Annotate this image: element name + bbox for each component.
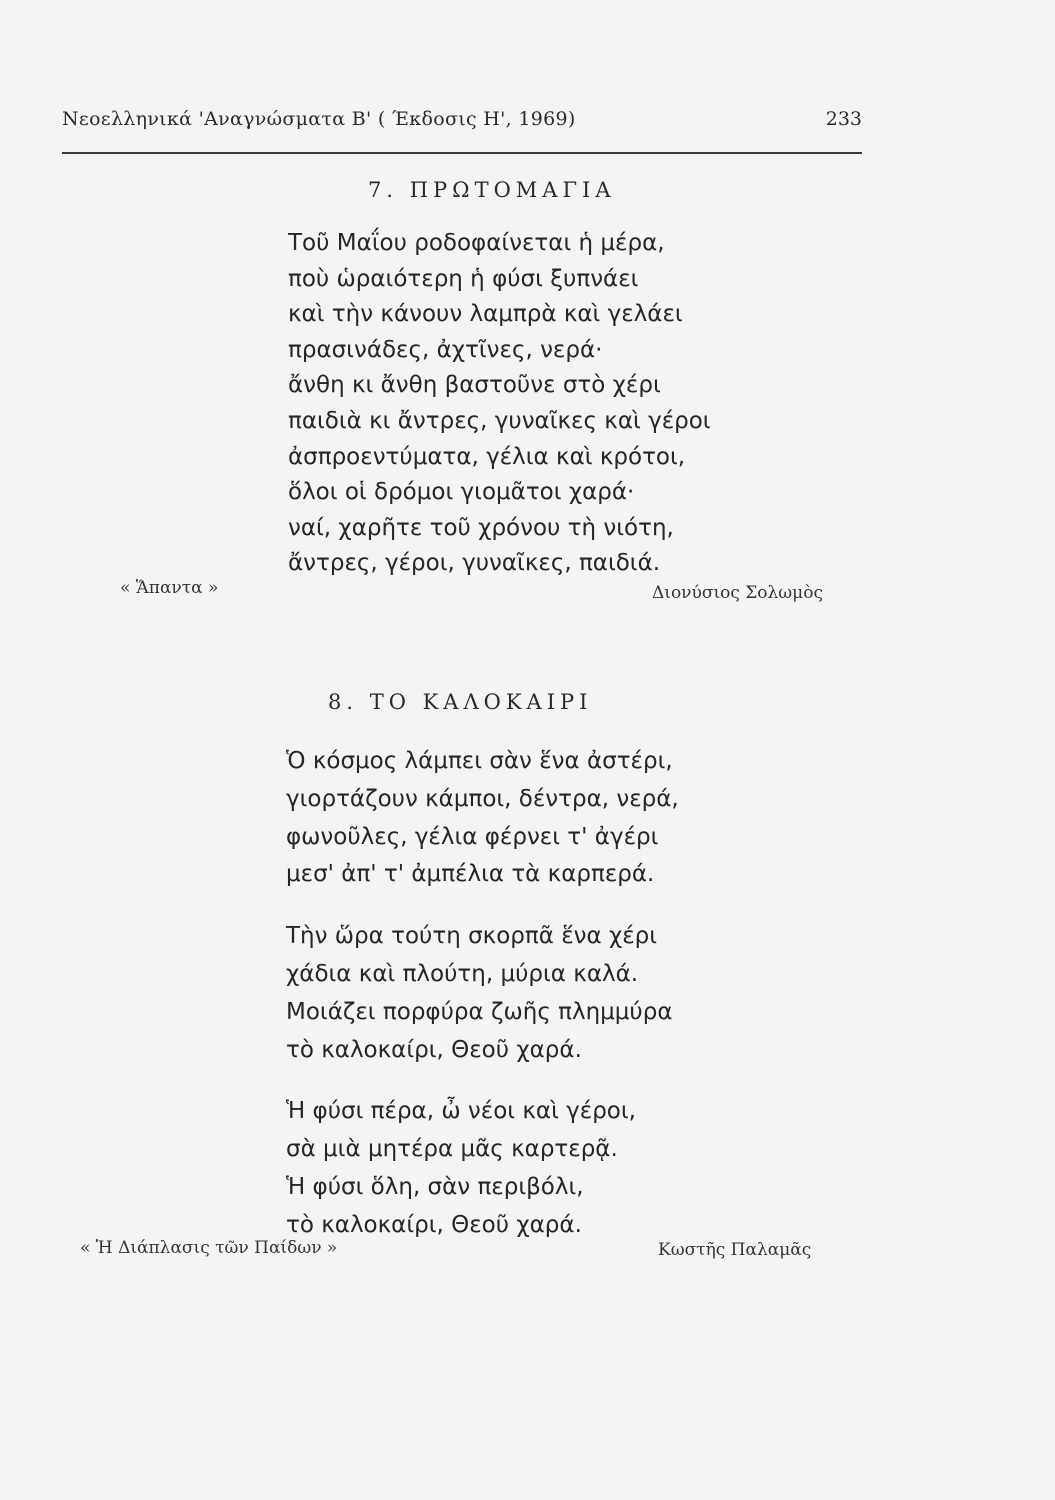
poem-line: χάδια καὶ πλούτη, μύρια καλά. bbox=[286, 960, 639, 987]
poem-line: Ἡ φύσι πέρα, ὦ νέοι καὶ γέροι, bbox=[286, 1098, 636, 1125]
poem-line: καὶ τὴν κάνουν λαμπρὰ καὶ γελάει bbox=[288, 301, 683, 328]
poem2-author: Κωστῆς Παλαμᾶς bbox=[658, 1240, 812, 1260]
poem-line: Μοιάζει πορφύρα ζωῆς πλημμύρα bbox=[286, 998, 673, 1025]
poem-line: τὸ καλοκαίρι, Θεοῦ χαρά. bbox=[286, 1036, 582, 1063]
header-rule bbox=[62, 152, 862, 154]
poem-line: ἀσπροεντύματα, γέλια καὶ κρότοι, bbox=[288, 443, 686, 470]
stanza-gap bbox=[286, 1069, 679, 1093]
poem1-title: 7. ΠΡΩΤΟΜΑΓΙΑ bbox=[368, 178, 616, 202]
poem-line: Τὴν ὥρα τούτη σκορπᾶ ἕνα χέρι bbox=[286, 923, 658, 950]
poem-line: ἄνθη κι ἄνθη βαστοῦνε στὸ χέρι bbox=[288, 372, 661, 399]
poem-line: πρασινάδες, ἀχτῖνες, νερά· bbox=[288, 336, 603, 363]
poem2-body bbox=[286, 743, 679, 1245]
stanza-gap bbox=[286, 894, 679, 918]
poem1-source: « Ἅπαντα » bbox=[120, 578, 219, 598]
poem1-body bbox=[288, 226, 711, 582]
poem-line: Ἡ φύσι ὅλη, σὰν περιβόλι, bbox=[286, 1173, 584, 1200]
page-header bbox=[62, 108, 862, 148]
poem-line: μεσ' ἀπ' τ' ἀμπέλια τὰ καρπερά. bbox=[286, 861, 655, 888]
poem-line: ἄντρες, γέροι, γυναῖκες, παιδιά. bbox=[288, 550, 661, 577]
poem-line: ναί, χαρῆτε τοῦ χρόνου τὴ νιότη, bbox=[288, 514, 674, 541]
poem-line: σὰ μιὰ μητέρα μᾶς καρτερᾷ. bbox=[286, 1136, 618, 1163]
poem-line: ὅλοι οἱ δρόμοι γιομᾶτοι χαρά· bbox=[288, 479, 635, 506]
poem-line: φωνοῦλες, γέλια φέρνει τ' ἀγέρι bbox=[286, 823, 659, 850]
poem-line: γιορτάζουν κάμποι, δέντρα, νερά, bbox=[286, 785, 679, 812]
poem-line: Τοῦ Μαΐου ροδοφαίνεται ἡ μέρα, bbox=[288, 230, 665, 256]
poem-line: τὸ καλοκαίρι, Θεοῦ χαρά. bbox=[286, 1211, 582, 1238]
poem2-title: 8. ΤΟ ΚΑΛΟΚΑΙΡΙ bbox=[328, 690, 593, 714]
poem2-source: « Ἡ Διάπλασις τῶν Παίδων » bbox=[80, 1238, 338, 1258]
book-title: Νεοελληνικά 'Αναγνώσματα Β' ( Έκδοσις Η', 1969) bbox=[62, 108, 576, 130]
poem-line: ποὺ ὡραιότερη ἡ φύσι ξυπνάει bbox=[288, 265, 639, 292]
page-number: 233 bbox=[825, 108, 862, 130]
poem-line: παιδιὰ κι ἄντρες, γυναῖκες καὶ γέροι bbox=[288, 407, 711, 434]
poem-line: Ὁ κόσμος λάμπει σὰν ἕνα ἀστέρι, bbox=[286, 748, 673, 774]
poem1-author: Διονύσιος Σολωμὸς bbox=[652, 583, 823, 603]
